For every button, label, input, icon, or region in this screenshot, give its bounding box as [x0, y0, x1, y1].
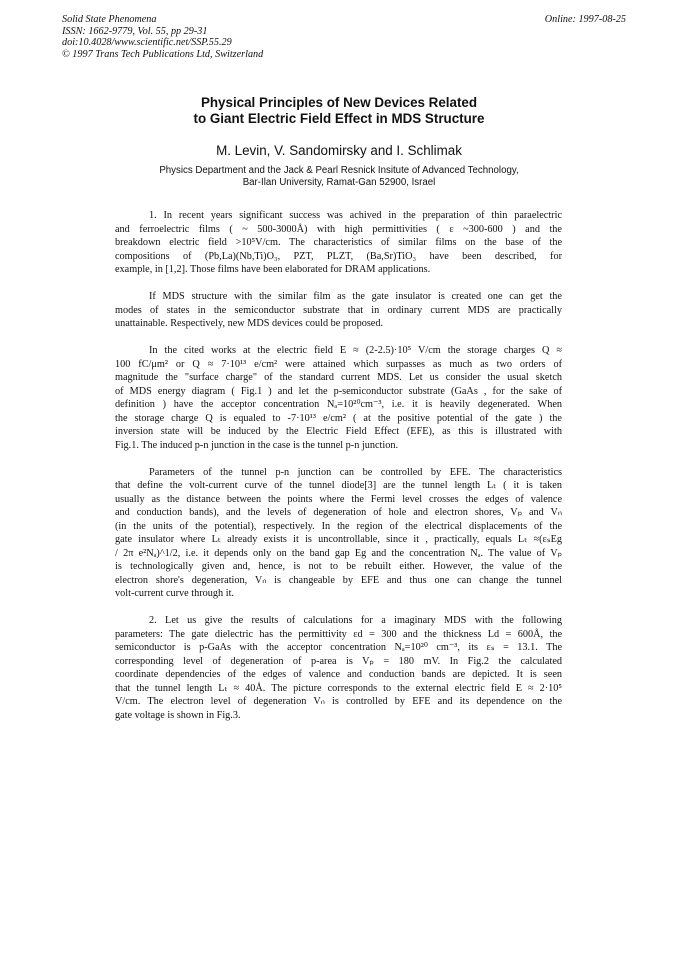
title-line-2: to Giant Electric Field Effect in MDS Structure: [193, 110, 485, 126]
text-line: the storage charge Q is equaled to -7·10¹³ e/cm² ( at the positive potential of the gate ) the: [115, 412, 562, 424]
text-line: that the tunnel length Lₜ ≈ 40Å. The picture corresponds to the external electric field E ≈ 2·10⁵: [115, 682, 562, 694]
text-line: definition ) have the acceptor concentration Nₐ=10²⁰cm⁻³, i.e. it is heavily degenerated. When: [115, 399, 562, 411]
affiliation-line-1: Physics Department and the Jack & Pearl Resnick Insitute of Advanced Technology,: [159, 165, 519, 176]
online-date: Online: 1997-08-25: [544, 14, 626, 25]
text-line: breakdown electric field >10⁵V/cm. The characteristics of similar films on the base of the: [115, 237, 562, 248]
text-line: (in the units of the potential), respectively. In the region of the electrical displacements of the: [115, 520, 562, 532]
paragraph-1: [115, 209, 562, 277]
affiliation: [0, 165, 678, 189]
issn-line: ISSN: 1662-9779, Vol. 55, pp 29-31: [62, 25, 208, 37]
text-line: modes of states in the semiconductor substrate that in ordinary current MDS are practically: [115, 304, 562, 316]
text-line: compositions of (Pb,La)(Nb,Ti)O₃, PZT, PLZT, (Ba,Sr)TiO₃ have been described, for: [115, 250, 562, 262]
text-line: 2. Let us give the results of calculations for a imaginary MDS with the following: [149, 615, 562, 627]
doi-line: doi:10.4028/www.scientific.net/SSP.55.29: [62, 37, 232, 49]
text-line: and conduction bands), and the levels of degeneration of hole and electron shores, Vₚ and Vₙ: [115, 507, 562, 519]
text-line: and ferroelectric films ( ~ 500-3000Å) with high permittivities ( ε ~300-600 ) and the: [115, 223, 562, 235]
text-line: 1. In recent years significant success was achived in the preparation of thin paraelectric: [149, 210, 562, 221]
text-line: volt-current curve through it.: [115, 588, 234, 600]
paragraph-2: [115, 290, 562, 331]
paragraph-3: [115, 344, 562, 452]
text-line: of MDS energy diagram ( Fig.1 ) and let the p-semiconductor substrate (GaAs , for the sake of: [115, 385, 562, 397]
paper-title: [0, 95, 678, 126]
paragraph-5: [115, 614, 562, 722]
text-line: Fig.1. The induced p-n junction in the case is the tunnel p-n junction.: [115, 439, 399, 451]
text-line: / 2π e²Nₐ)^1/2, i.e. it depends only on the band gap Eg and the concentration Nₐ. The value of Vₚ: [115, 547, 562, 559]
text-line: Parameters of the tunnel p-n junction can be controlled by EFE. The characteristics: [149, 466, 562, 478]
title-line-1: Physical Principles of New Devices Related: [200, 95, 478, 110]
text-line: inversion state will be induced by the Electric Field Effect (EFE), as this is illustrated with: [115, 426, 562, 438]
text-line: In the cited works at the electric field E ≈ (2-2.5)·10⁵ V/cm the storage charges Q ≈: [149, 345, 562, 357]
text-line: 100 fC/μm² or Q ≈ 7·10¹³ e/cm² were attained which surpasses as much as two orders of: [115, 358, 562, 370]
text-line: that define the volt-current curve of the tunnel diode[3] are the tunnel length Lₜ ( it is taken: [115, 480, 562, 492]
text-line: If MDS structure with the similar film as the gate insulator is created one can get the: [149, 291, 562, 303]
copyright-line: © 1997 Trans Tech Publications Ltd, Switzerland: [62, 48, 264, 60]
text-line: V/cm. The electron level of degeneration Vₙ is controlled by EFE and its dependence on the: [115, 696, 562, 708]
affiliation-line-2: Bar-Ilan University, Ramat-Gan 52900, Israel: [242, 177, 436, 188]
text-line: usually as the distance between the points where the Fermi level crosses the edges of valence: [115, 493, 562, 505]
text-line: example, in [1,2]. Those films have been elaborated for DRAM applications.: [115, 264, 431, 275]
text-line: parameters: The gate dielectric has the permittivity εd = 300 and the thickness Ld = 600Å, the: [115, 628, 562, 640]
text-line: corresponding level of degeneration of p-area is Vₚ = 180 mV. In Fig.2 the calculated: [115, 655, 562, 667]
text-line: gate insulator where Lₜ already exists it is uncontrollable, since it , practically, equals Lₜ ≈(εₛEg: [115, 534, 562, 546]
paragraph-4: [115, 466, 562, 601]
text-line: semiconductor is p-GaAs with the acceptor concentration Nₐ=10²⁰ cm⁻³, its εₛ = 13.1. The: [115, 642, 562, 654]
text-line: gate voltage is shown in Fig.3.: [115, 709, 241, 721]
text-line: unattainable. Respectively, new MDS devices could be proposed.: [115, 318, 384, 330]
journal-name: Solid State Phenomena: [62, 14, 157, 25]
text-line: is technologically given and, hence, is not to be rebuilt either. However, the value of the: [115, 561, 562, 573]
body-text: [115, 209, 562, 722]
author-list: M. Levin, V. Sandomirsky and I. Schlimak: [216, 143, 462, 158]
text-line: electron shore's degeneration, Vₙ is changeable by EFE and thus one can change the tunnel: [115, 574, 562, 586]
journal-header: [62, 14, 263, 60]
text-line: magnitude the "surface charge" of the standard current MDS. Let us consider the usual sketch: [115, 372, 562, 384]
text-line: coordinate dependencies of the edges of valence and conduction bands are depicted. It is seen: [115, 669, 562, 681]
